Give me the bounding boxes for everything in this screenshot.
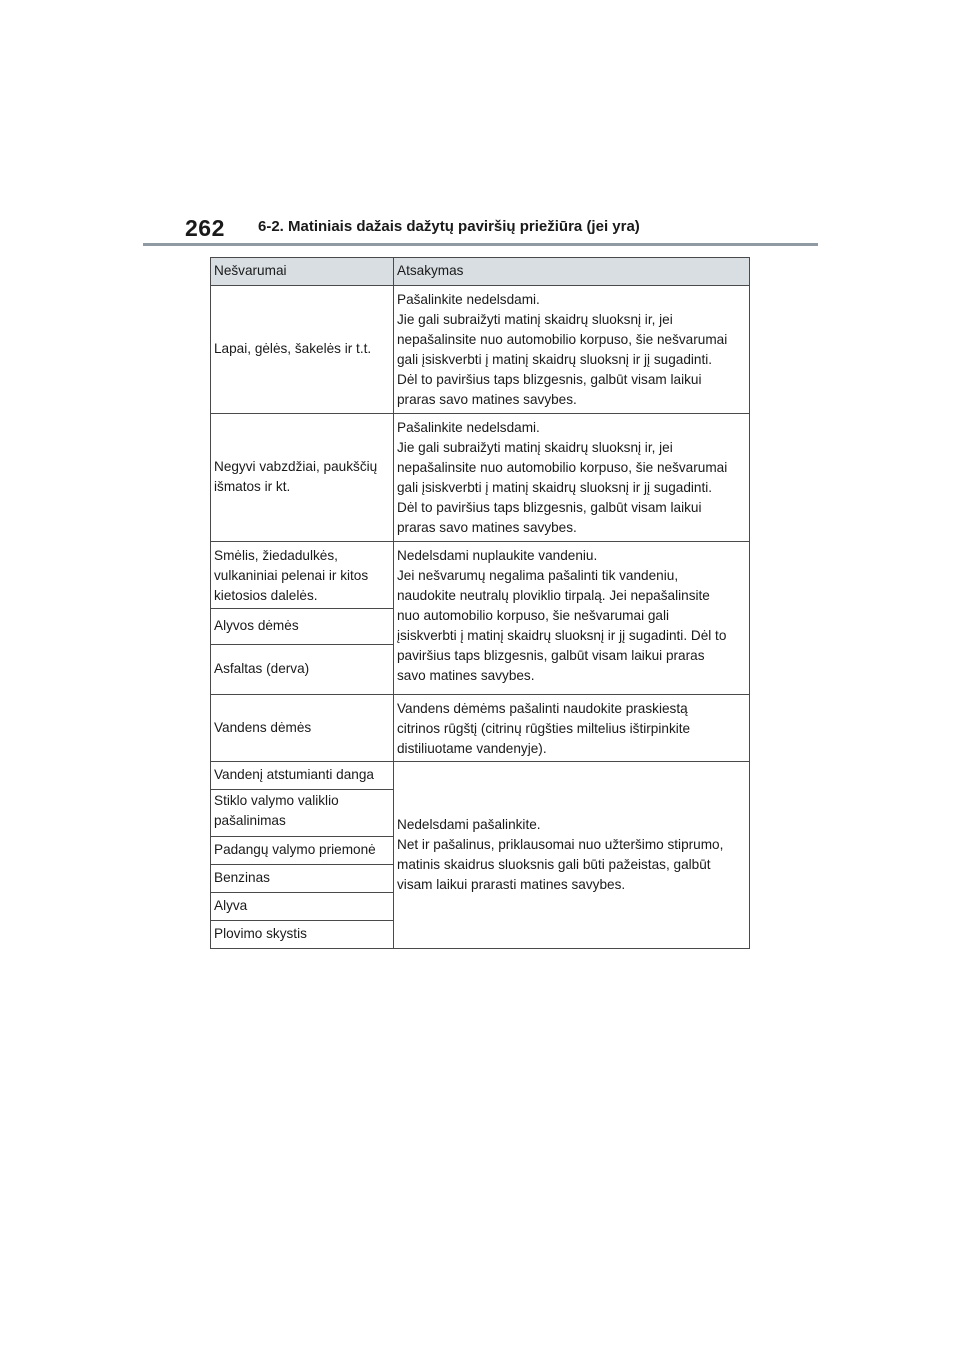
answer-line: Nedelsdami pašalinkite. [397, 816, 541, 832]
answer-cell [394, 414, 750, 542]
answer-line: gali įsiskverbti į matinį skaidrų sluoksnį ir jį sugadinti. [397, 480, 713, 495]
answer-line: paviršius taps blizgesnis, galbūt visam laikui praras [397, 648, 705, 663]
section-title: 6-2. Matiniais dažais dažytų paviršių priežiūra (jei yra) [258, 218, 640, 235]
answer-line: nuo automobilio korpuso, šie nešvarumai gali [397, 608, 670, 623]
dirt-cell: Vandens dėmės [211, 695, 394, 762]
column-header-answer: Atsakymas [394, 258, 750, 286]
table-row [211, 542, 750, 609]
answer-line: Pašalinkite nedelsdami. [397, 292, 540, 307]
answer-line: visam laikui prarasti matines savybes. [397, 876, 626, 892]
dirt-line: Stiklo valymo valiklio [214, 793, 339, 808]
dirt-cell [211, 414, 394, 542]
answer-line: matinis skaidrus sluoksnis gali būti pažeistas, galbūt [397, 856, 711, 872]
answer-line: Jie gali subraižyti matinį skaidrų sluoksnį ir, jei [397, 312, 673, 327]
dirt-cell: Benzinas [211, 865, 394, 893]
answer-line: nepašalinsite nuo automobilio korpuso, šie nešvarumai [397, 332, 728, 347]
dirt-cell: Asfaltas (derva) [211, 645, 394, 695]
dirt-line: kietosios dalelės. [214, 588, 318, 603]
dirt-line: Negyvi vabzdžiai, paukščių [214, 459, 378, 474]
dirt-cell [211, 790, 394, 837]
answer-cell [394, 542, 750, 695]
dirt-line: Smėlis, žiedadulkės, [214, 548, 338, 563]
table-row [211, 286, 750, 414]
answer-line: Vandens dėmėms pašalinti naudokite praskiestą [397, 701, 688, 716]
dirt-cell: Vandenį atstumianti danga [211, 762, 394, 790]
answer-line: praras savo matines savybes. [397, 520, 577, 535]
answer-line: Pašalinkite nedelsdami. [397, 420, 540, 435]
table-row [211, 695, 750, 762]
dirt-line: pašalinimas [214, 813, 286, 828]
dirt-cell: Padangų valymo priemonė [211, 837, 394, 865]
dirt-cell: Plovimo skystis [211, 921, 394, 949]
answer-line: nepašalinsite nuo automobilio korpuso, šie nešvarumai [397, 460, 728, 475]
answer-line: Jie gali subraižyti matinį skaidrų sluoksnį ir, jei [397, 440, 673, 455]
answer-cell [394, 762, 750, 949]
answer-line: Dėl to paviršius taps blizgesnis, galbūt visam laikui [397, 500, 702, 515]
answer-line: Jei nešvarumų negalima pašalinti tik vandeniu, [397, 568, 679, 583]
dirt-response-table [210, 257, 750, 949]
answer-line: įsiskverbti į matinį skaidrų sluoksnį ir jį sugadinti. Dėl to [397, 628, 727, 643]
dirt-cell: Alyvos dėmės [211, 609, 394, 645]
table-header-row [211, 258, 750, 286]
answer-line: Net ir pašalinus, priklausomai nuo užteršimo stiprumo, [397, 836, 724, 852]
dirt-cell [211, 542, 394, 609]
answer-line: citrinos rūgštį (citrinų rūgšties miltelius ištirpinkite [397, 721, 691, 736]
dirt-line: vulkaniniai pelenai ir kitos [214, 568, 369, 583]
answer-line: savo matines savybes. [397, 668, 535, 683]
answer-cell [394, 695, 750, 762]
answer-line: gali įsiskverbti į matinį skaidrų sluoksnį ir jį sugadinti. [397, 352, 713, 367]
answer-line: Dėl to paviršius taps blizgesnis, galbūt visam laikui [397, 372, 702, 387]
answer-cell [394, 286, 750, 414]
answer-line: distiliuotame vandenyje). [397, 741, 547, 756]
answer-line: praras savo matines savybes. [397, 392, 577, 407]
page-number: 262 [185, 215, 225, 241]
dirt-cell: Lapai, gėlės, šakelės ir t.t. [211, 286, 394, 414]
dirt-cell: Alyva [211, 893, 394, 921]
header-divider [143, 243, 818, 246]
column-header-dirt: Nešvarumai [211, 258, 394, 286]
table-row [211, 762, 750, 790]
answer-line: naudokite neutralų ploviklio tirpalą. Jei nepašalinsite [397, 588, 710, 603]
answer-line: Nedelsdami nuplaukite vandeniu. [397, 548, 598, 563]
dirt-line: išmatos ir kt. [214, 479, 291, 494]
table-row [211, 414, 750, 542]
